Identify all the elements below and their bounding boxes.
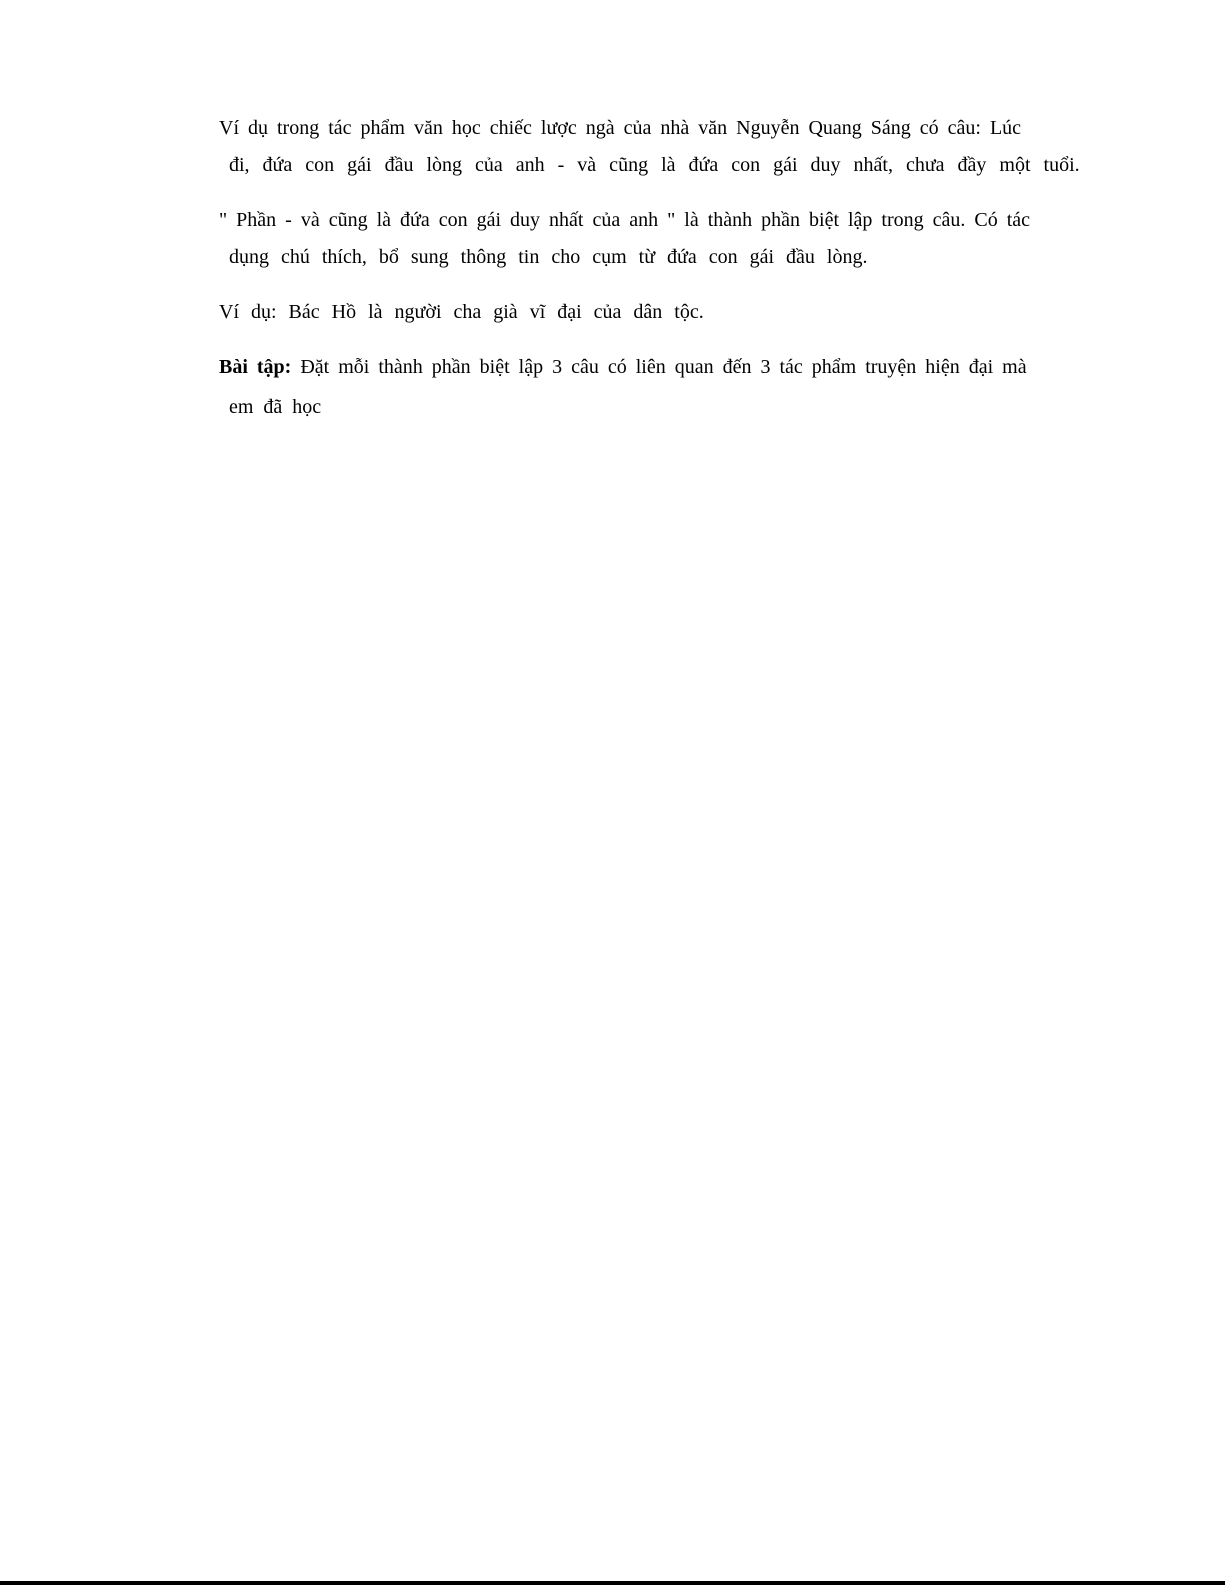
paragraph-2-line-1: " Phần - và cũng là đứa con gái duy nhất của anh " là thành phần biệt lập trong câu. Có tác — [219, 209, 1031, 231]
paragraph-2-line-2: dụng chú thích, bổ sung thông tin cho cụm từ đứa con gái đầu lòng. — [229, 246, 868, 268]
bottom-border — [0, 1581, 1225, 1585]
exercise-line-1 — [219, 355, 1027, 379]
exercise-text: Đặt mỗi thành phần biệt lập 3 câu có liên quan đến 3 tác phẩm truyện hiện đại mà — [291, 356, 1027, 378]
paragraph-1-line-1: Ví dụ trong tác phẩm văn học chiếc lược ngà của nhà văn Nguyễn Quang Sáng có câu: Lúc — [219, 117, 1022, 139]
paragraph-1-line-2: đi, đứa con gái đầu lòng của anh - và cũng là đứa con gái duy nhất, chưa đầy một tuổi. — [229, 154, 1080, 176]
exercise-line-2: em đã học — [229, 396, 322, 418]
example-line: Ví dụ: Bác Hồ là người cha già vĩ đại của dân tộc. — [219, 301, 704, 323]
exercise-label: Bài tập: — [219, 356, 292, 378]
